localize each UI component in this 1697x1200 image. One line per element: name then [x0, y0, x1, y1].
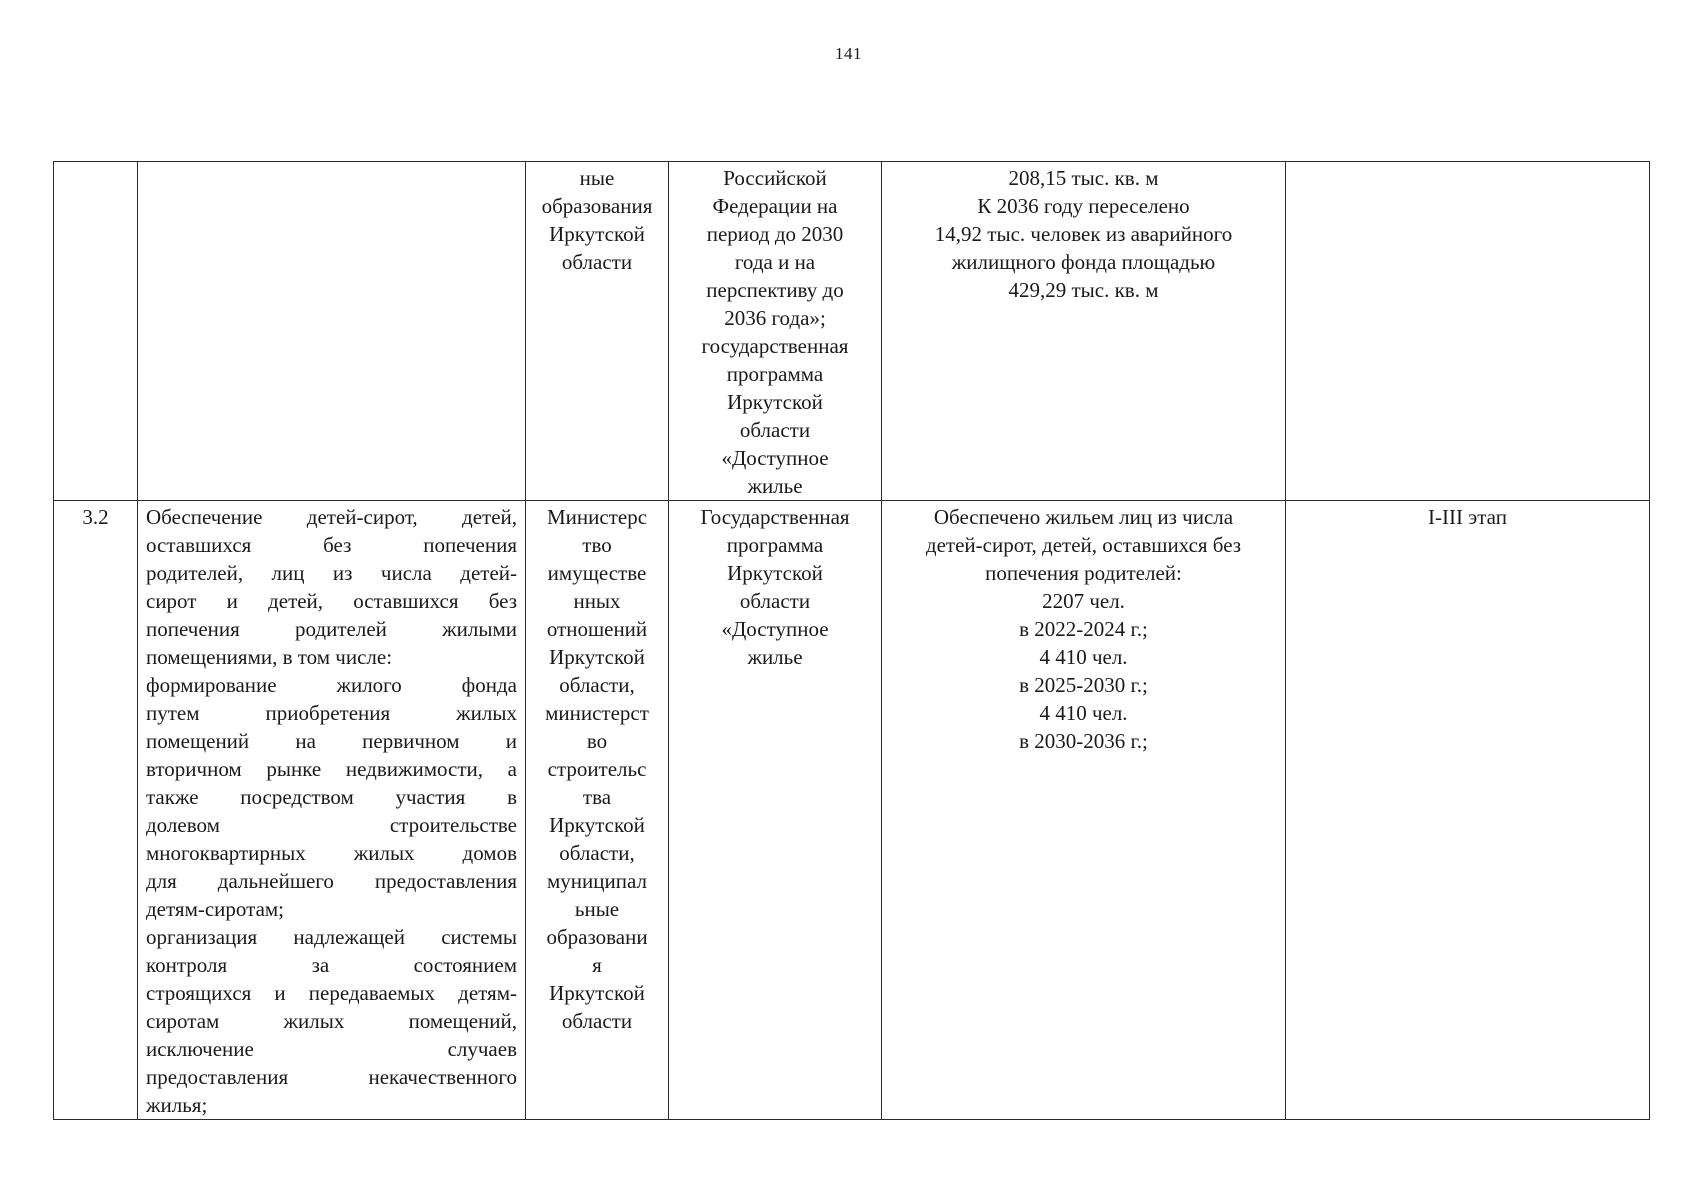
program-cell [669, 501, 882, 1120]
page-number: 141 [835, 44, 862, 63]
cell-text-line: попечения родителей жилыми [146, 617, 517, 641]
cell-text-line: долевом строительстве [146, 813, 517, 837]
cell-text-line: формирование жилого фонда [146, 673, 517, 697]
cell-text-line: нных [573, 589, 621, 613]
cell-text-line: оставшихся без попечения [146, 533, 517, 557]
cell-text-line: сирот и детей, оставшихся без [146, 589, 517, 613]
cell-text-line: путем приобретения жилых [146, 701, 517, 725]
cell-text-line: образования [541, 194, 653, 218]
cell-text-line: жилья; [146, 1093, 208, 1117]
cell-text-line: тво [582, 533, 612, 557]
program-measures-table [53, 161, 1650, 1120]
measure-cell [138, 162, 526, 501]
cell-text-line: области [561, 1009, 633, 1033]
cell-text-line: 14,92 тыс. человек из аварийного [934, 222, 1233, 246]
cell-text-line: года и на [734, 250, 816, 274]
executors-cell [526, 162, 669, 501]
cell-text-line: ные [579, 166, 615, 190]
cell-text-line: в 2030-2036 г.; [1019, 729, 1148, 753]
cell-text-line: имуществе [547, 561, 647, 585]
cell-text-line: тва [582, 785, 612, 809]
cell-text-line: К 2036 году переселено [977, 194, 1190, 218]
cell-text-line: Государственная [700, 505, 850, 529]
cell-text-line: Федерации на [712, 194, 838, 218]
cell-text-line: 4 410 чел. [1039, 645, 1128, 669]
cell-text-line: жилищного фонда площадью [951, 250, 1216, 274]
cell-text-line: во [586, 729, 608, 753]
cell-text-line: 4 410 чел. [1039, 701, 1128, 725]
cell-text-line: 208,15 тыс. кв. м [1008, 166, 1159, 190]
result-cell [882, 162, 1286, 501]
cell-text-line: многоквартирных жилых домов [146, 841, 517, 865]
cell-text-line: 2036 года»; [724, 306, 826, 330]
cell-text-line: жилье [747, 474, 803, 498]
cell-text-line: ьные [574, 897, 620, 921]
cell-text-line: Министерс [546, 505, 648, 529]
measure-cell [138, 501, 526, 1120]
row-number-cell [54, 162, 138, 501]
cell-text-line: контроля за состоянием [146, 953, 517, 977]
cell-text-line: вторичном рынке недвижимости, а [146, 757, 517, 781]
cell-text-line: области [739, 589, 811, 613]
cell-text-line: Иркутской [549, 981, 645, 1005]
cell-text-line: Иркутской [549, 645, 645, 669]
cell-text-line: образовани [546, 925, 648, 949]
cell-text-line: организация надлежащей системы [146, 925, 517, 949]
cell-text-line: сиротам жилых помещений, [146, 1009, 517, 1033]
cell-text-line: родителей, лиц из числа детей- [146, 561, 517, 585]
cell-text-line: программа [726, 533, 824, 557]
cell-text-line: строящихся и передаваемых детям- [146, 981, 517, 1005]
table-row [54, 162, 1650, 501]
cell-text-line: области [739, 418, 811, 442]
cell-text-line: исключение случаев [146, 1037, 517, 1061]
cell-text-line: попечения родителей: [985, 561, 1182, 585]
cell-text-line: в 2022-2024 г.; [1019, 617, 1148, 641]
cell-text-line: «Доступное [721, 617, 829, 641]
cell-text-line: Иркутской [549, 222, 645, 246]
cell-text-line: предоставления некачественного [146, 1065, 517, 1089]
cell-text-line: 429,29 тыс. кв. м [1008, 278, 1159, 302]
cell-text-line: министерст [545, 701, 649, 725]
cell-text-line: области, [559, 673, 635, 697]
cell-text-line: отношений [546, 617, 648, 641]
executors-cell [526, 501, 669, 1120]
cell-text-line: Иркутской [727, 390, 823, 414]
cell-text-line: Иркутской [549, 813, 645, 837]
stage-cell [1286, 162, 1650, 501]
cell-text-line: Иркутской [727, 561, 823, 585]
program-cell [669, 162, 882, 501]
result-cell [882, 501, 1286, 1120]
cell-text-line: муниципал [547, 869, 647, 893]
row-number: 3.2 [82, 505, 109, 529]
cell-text-line: для дальнейшего предоставления [146, 869, 517, 893]
cell-text-line: государственная [701, 334, 849, 358]
table-row [54, 501, 1650, 1120]
cell-text-line: в 2025-2030 г.; [1019, 673, 1148, 697]
cell-text-line: области, [559, 841, 635, 865]
cell-text-line: строительс [547, 757, 647, 781]
cell-text-line: жилье [747, 645, 803, 669]
cell-text-line: я [592, 953, 602, 977]
cell-text-line: программа [726, 362, 824, 386]
cell-text-line: перспективу до [706, 278, 844, 302]
stage-text: I-III этап [1428, 505, 1507, 529]
cell-text-line: Обеспечено жильем лиц из числа [933, 505, 1234, 529]
row-number-cell [54, 501, 138, 1120]
cell-text-line: детей-сирот, детей, оставшихся без [925, 533, 1242, 557]
cell-text-line: помещений на первичном и [146, 729, 517, 753]
cell-text-line: «Доступное [721, 446, 829, 470]
cell-text-line: Российской [723, 166, 827, 190]
cell-text-line: Обеспечение детей-сирот, детей, [146, 505, 517, 529]
cell-text-line: период до 2030 [706, 222, 844, 246]
cell-text-line: области [561, 250, 633, 274]
cell-text-line: 2207 чел. [1042, 589, 1125, 613]
cell-text-line: также посредством участия в [146, 785, 517, 809]
stage-cell [1286, 501, 1650, 1120]
cell-text-line: помещениями, в том числе: [146, 645, 393, 669]
cell-text-line: детям-сиротам; [146, 897, 285, 921]
